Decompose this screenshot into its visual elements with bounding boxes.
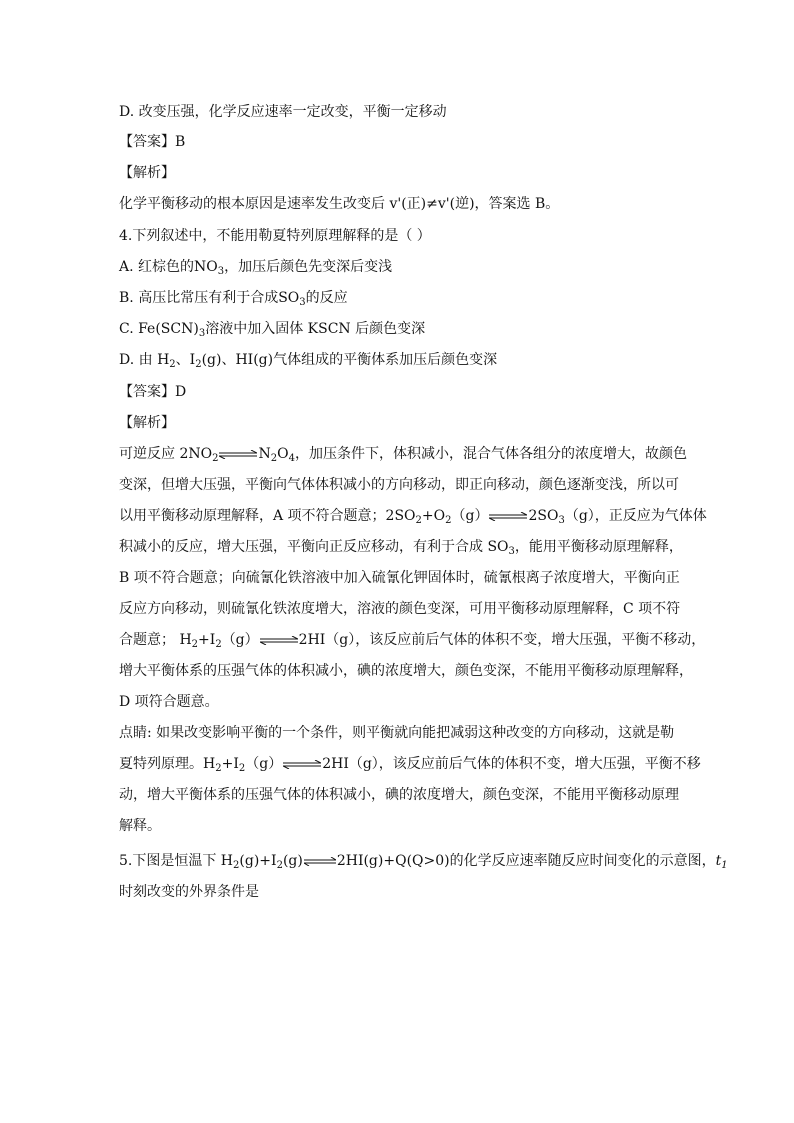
q5-stem-line-2: 时刻改变的外界条件是 xyxy=(119,884,259,900)
q4-analysis-label: 【解析】 xyxy=(119,415,175,431)
q4-analysis-line-4: 积减小的反应，增大压强，平衡向正反应移动，有利于合成 $SO_3$，能用平衡移动原理解释， xyxy=(119,539,683,557)
equilibrium-arrow-icon xyxy=(283,760,321,769)
q4-tip-line-1: 点睛: 如果改变影响平衡的一个条件，则平衡就向能把减弱这种改变的方向移动，这就是勒 xyxy=(119,725,675,741)
q3-answer: 【答案】B xyxy=(119,134,186,150)
q4-option-a: A. 红棕色的$NO_3$，加压后颜色先变深后变浅 xyxy=(119,259,393,277)
q3-analysis: 化学平衡移动的根本原因是速率发生改变后 v'(正)≠v'(逆)，答案选 B。 xyxy=(119,196,560,212)
q3-analysis-label: 【解析】 xyxy=(119,165,175,181)
q5-stem-line-1: 5.下图是恒温下 $H_2(g)+I_2(g)$ 2HI(g)+Q(Q>0)的化学反应速率随反应时间变化的示意图，$t_1$ xyxy=(119,853,728,871)
q4-analysis-line-2: 变深，但增大压强，平衡向气体体积减小的方向移动，即正向移动，颜色逐渐变浅，所以可 xyxy=(119,477,679,493)
reversible-arrow-icon xyxy=(304,857,336,866)
q4-analysis-line-9: D 项符合题意。 xyxy=(119,694,219,710)
equilibrium-arrow-icon xyxy=(489,512,527,521)
q4-stem: 4.下列叙述中，不能用勒夏特列原理解释的是（ ） xyxy=(119,228,431,244)
q4-analysis-line-7: 合题意； $H_2+I_2(g)$ 2HI（g），该反应前后气体的体积不变，增大压强，平衡不移动， xyxy=(119,632,706,650)
q4-tip-line-2: 夏特列原理。$H_2+I_2(g)$ 2HI（g），该反应前后气体的体积不变，增大压强，平衡不移 xyxy=(119,756,701,774)
q4-option-d: D. 由 $H_2$、$I_2(g)$、HI(g)气体组成的平衡体系加压后颜色变深 xyxy=(119,352,498,370)
q4-analysis-line-8: 增大平衡体系的压强气体的体积减小，碘的浓度增大，颜色变深，不能用平衡移动原理解释， xyxy=(119,663,693,679)
equilibrium-arrow-icon xyxy=(260,636,298,645)
q4-analysis-line-3: 以用平衡移动原理解释，A 项不符合题意；$2SO_2+O_2(g)$ $2SO_3(g)$，正反应为气体体 xyxy=(119,508,707,526)
q4-tip-line-3: 动，增大平衡体系的压强气体的体积减小，碘的浓度增大，颜色变深，不能用平衡移动原理 xyxy=(119,787,679,803)
q4-option-b: B. 高压比常压有利于合成$SO_3$的反应 xyxy=(119,290,348,308)
q4-answer: 【答案】D xyxy=(119,384,187,400)
q4-analysis-line-6: 反应方向移动，则硫氰化铁浓度增大，溶液的颜色变深，可用平衡移动原理解释，C 项不符 xyxy=(119,601,681,617)
q3-option-d: D. 改变压强，化学反应速率一定改变，平衡一定移动 xyxy=(119,104,447,120)
q4-analysis-line-1: 可逆反应 $2NO_2$ $N_2O_4$，加压条件下，体积减小，混合气体各组分的浓度增大，故颜色 xyxy=(119,446,687,464)
q4-tip-line-4: 解释。 xyxy=(119,818,161,834)
q4-analysis-line-5: B 项不符合题意；向硫氰化铁溶液中加入硫氰化钾固体时，硫氰根离子浓度增大，平衡向正 xyxy=(119,570,680,586)
q4-option-c: C. $Fe(SCN)_3$溶液中加入固体 KSCN 后颜色变深 xyxy=(119,321,426,339)
equilibrium-arrow-icon xyxy=(219,450,257,459)
